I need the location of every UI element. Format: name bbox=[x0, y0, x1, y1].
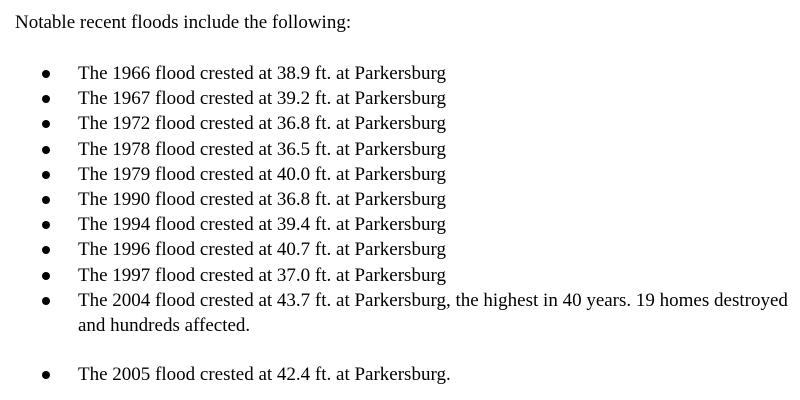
list-item-text: The 1979 flood crested at 40.0 ft. at Parkersburg bbox=[78, 163, 446, 185]
bullet-icon bbox=[42, 120, 50, 128]
list-item-text: The 1972 flood crested at 36.8 ft. at Parkersburg bbox=[78, 113, 446, 135]
list-item bbox=[0, 263, 800, 288]
bullet-icon bbox=[42, 221, 50, 229]
intro-paragraph: Notable recent floods include the following: bbox=[15, 12, 352, 33]
list-item bbox=[0, 162, 800, 187]
list-item bbox=[0, 187, 800, 212]
list-item bbox=[0, 237, 800, 262]
list-item-text: The 1994 flood crested at 39.4 ft. at Parkersburg bbox=[78, 214, 446, 236]
list-item bbox=[0, 86, 800, 111]
list-item-text: The 1978 flood crested at 36.5 ft. at Parkersburg bbox=[78, 138, 446, 160]
list-item bbox=[0, 111, 800, 136]
list-item bbox=[0, 362, 800, 387]
bullet-icon bbox=[42, 297, 50, 305]
list-item-text: The 1966 flood crested at 38.9 ft. at Parkersburg bbox=[78, 63, 446, 84]
bullet-icon bbox=[42, 371, 50, 379]
bullet-icon bbox=[42, 95, 50, 103]
list-item-text: The 1967 flood crested at 39.2 ft. at Parkersburg bbox=[78, 88, 446, 110]
bullet-icon bbox=[42, 146, 50, 154]
flood-list bbox=[0, 61, 800, 387]
list-item bbox=[0, 137, 800, 162]
bullet-icon bbox=[42, 70, 50, 78]
bullet-icon bbox=[42, 171, 50, 179]
bullet-icon bbox=[42, 196, 50, 204]
list-item-text: The 1990 flood crested at 36.8 ft. at Parkersburg bbox=[78, 189, 446, 211]
list-item-text: The 2005 flood crested at 42.4 ft. at Parkersburg. bbox=[78, 364, 451, 386]
list-item bbox=[0, 212, 800, 237]
list-item-text: The 1997 flood crested at 37.0 ft. at Parkersburg bbox=[78, 264, 446, 286]
list-item bbox=[0, 61, 800, 86]
list-item bbox=[0, 288, 800, 338]
list-item-text: The 1996 flood crested at 40.7 ft. at Parkersburg bbox=[78, 239, 446, 261]
list-item-text: The 2004 flood crested at 43.7 ft. at Parkersburg, the highest in 40 years. 19 homes destroyed and hundreds affected. bbox=[78, 289, 788, 337]
bullet-icon bbox=[42, 272, 50, 280]
bullet-icon bbox=[42, 246, 50, 254]
